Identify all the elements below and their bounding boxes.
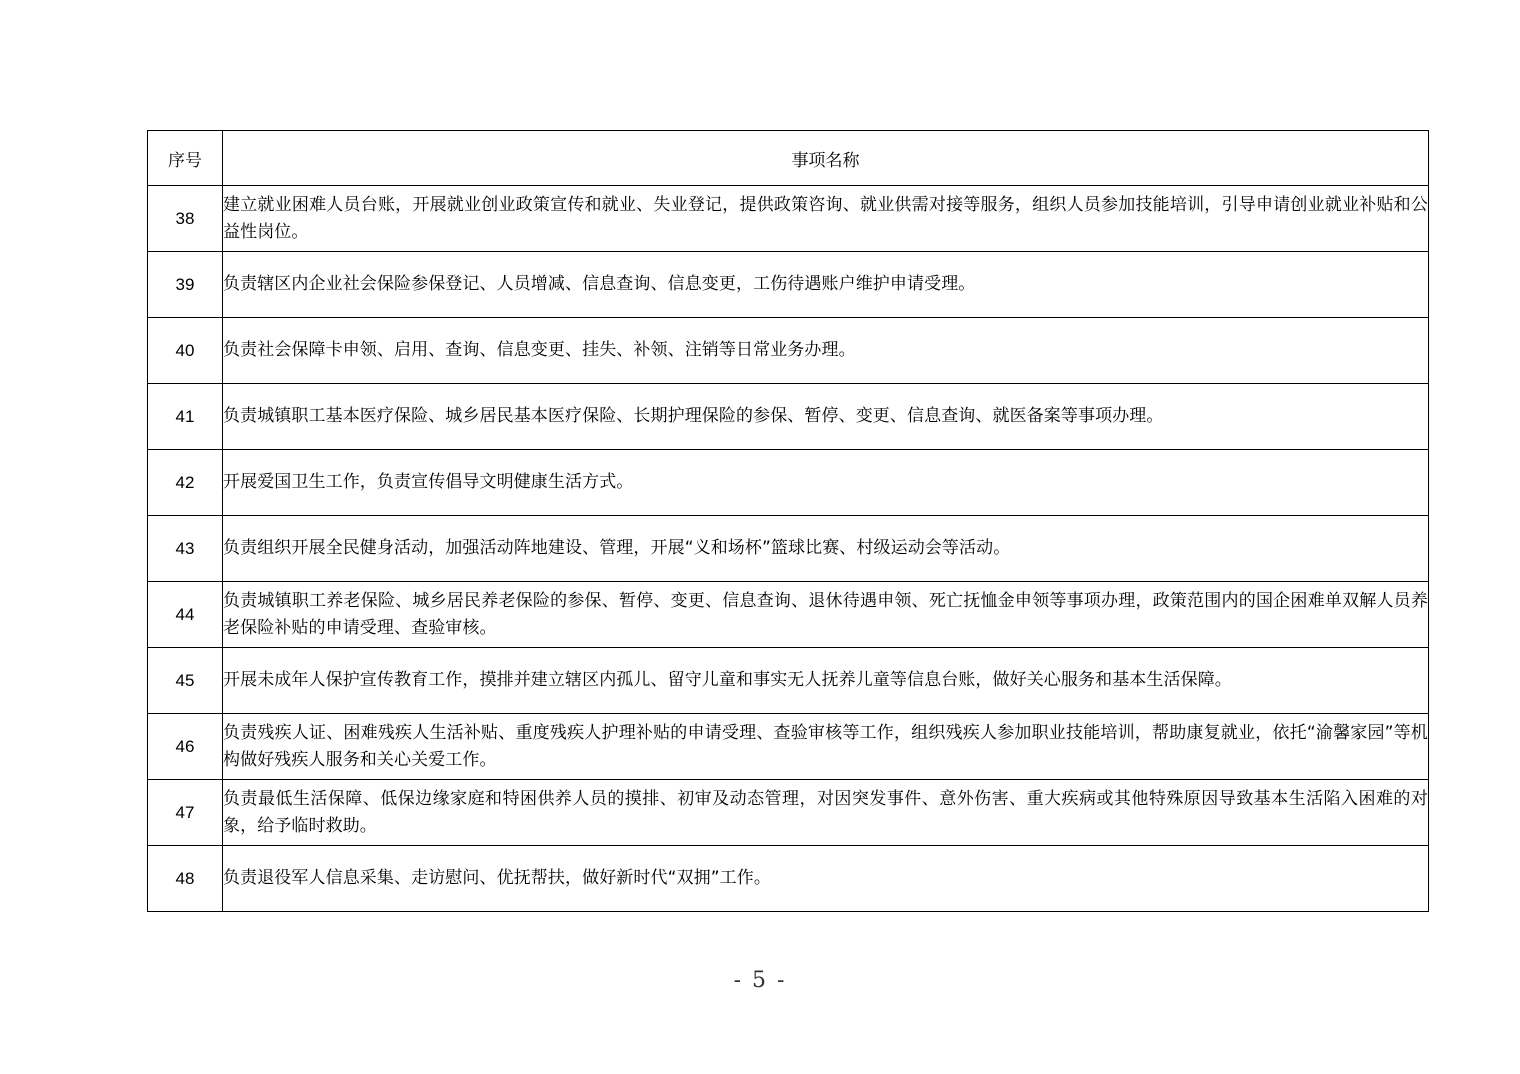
table-row (148, 318, 1429, 384)
row-serial-number: 42 (148, 450, 223, 516)
header-serial-number: 序号 (148, 131, 223, 186)
row-item-name: 负责退役军人信息采集、走访慰问、优抚帮扶，做好新时代“双拥”工作。 (223, 846, 1429, 912)
items-table (147, 130, 1429, 912)
row-serial-number: 45 (148, 648, 223, 714)
table-row (148, 186, 1429, 252)
page-number: - 5 - (733, 968, 787, 993)
row-serial-number: 43 (148, 516, 223, 582)
table-row (148, 780, 1429, 846)
row-serial-number: 40 (148, 318, 223, 384)
row-serial-number: 39 (148, 252, 223, 318)
table-row (148, 714, 1429, 780)
table-row (148, 648, 1429, 714)
row-item-name: 负责城镇职工基本医疗保险、城乡居民基本医疗保险、长期护理保险的参保、暂停、变更、信息查询、就医备案等事项办理。 (223, 384, 1429, 450)
row-item-name: 开展爱国卫生工作，负责宣传倡导文明健康生活方式。 (223, 450, 1429, 516)
row-item-name: 负责组织开展全民健身活动，加强活动阵地建设、管理，开展“义和场杯”篮球比赛、村级运动会等活动。 (223, 516, 1429, 582)
row-item-name: 负责残疾人证、困难残疾人生活补贴、重度残疾人护理补贴的申请受理、查验审核等工作，组织残疾人参加职业技能培训，帮助康复就业，依托“渝馨家园”等机构做好残疾人服务和关心关爱工作。 (223, 714, 1429, 780)
row-serial-number: 44 (148, 582, 223, 648)
row-item-name: 开展未成年人保护宣传教育工作，摸排并建立辖区内孤儿、留守儿童和事实无人抚养儿童等信息台账，做好关心服务和基本生活保障。 (223, 648, 1429, 714)
row-serial-number: 41 (148, 384, 223, 450)
header-item-name: 事项名称 (223, 131, 1429, 186)
row-item-name: 建立就业困难人员台账，开展就业创业政策宣传和就业、失业登记，提供政策咨询、就业供需对接等服务，组织人员参加技能培训，引导申请创业就业补贴和公益性岗位。 (223, 186, 1429, 252)
table-row (148, 384, 1429, 450)
table-row (148, 846, 1429, 912)
row-item-name: 负责社会保障卡申领、启用、查询、信息变更、挂失、补领、注销等日常业务办理。 (223, 318, 1429, 384)
table-row (148, 450, 1429, 516)
table-row (148, 516, 1429, 582)
table-header-row (148, 131, 1429, 186)
row-serial-number: 48 (148, 846, 223, 912)
table-row (148, 582, 1429, 648)
row-item-name: 负责城镇职工养老保险、城乡居民养老保险的参保、暂停、变更、信息查询、退休待遇申领、死亡抚恤金申领等事项办理，政策范围内的国企困难单双解人员养老保险补贴的申请受理、查验审核。 (223, 582, 1429, 648)
table-row (148, 252, 1429, 318)
row-item-name: 负责辖区内企业社会保险参保登记、人员增减、信息查询、信息变更，工伤待遇账户维护申请受理。 (223, 252, 1429, 318)
row-serial-number: 46 (148, 714, 223, 780)
row-item-name: 负责最低生活保障、低保边缘家庭和特困供养人员的摸排、初审及动态管理，对因突发事件、意外伤害、重大疾病或其他特殊原因导致基本生活陷入困难的对象，给予临时救助。 (223, 780, 1429, 846)
row-serial-number: 47 (148, 780, 223, 846)
row-serial-number: 38 (148, 186, 223, 252)
